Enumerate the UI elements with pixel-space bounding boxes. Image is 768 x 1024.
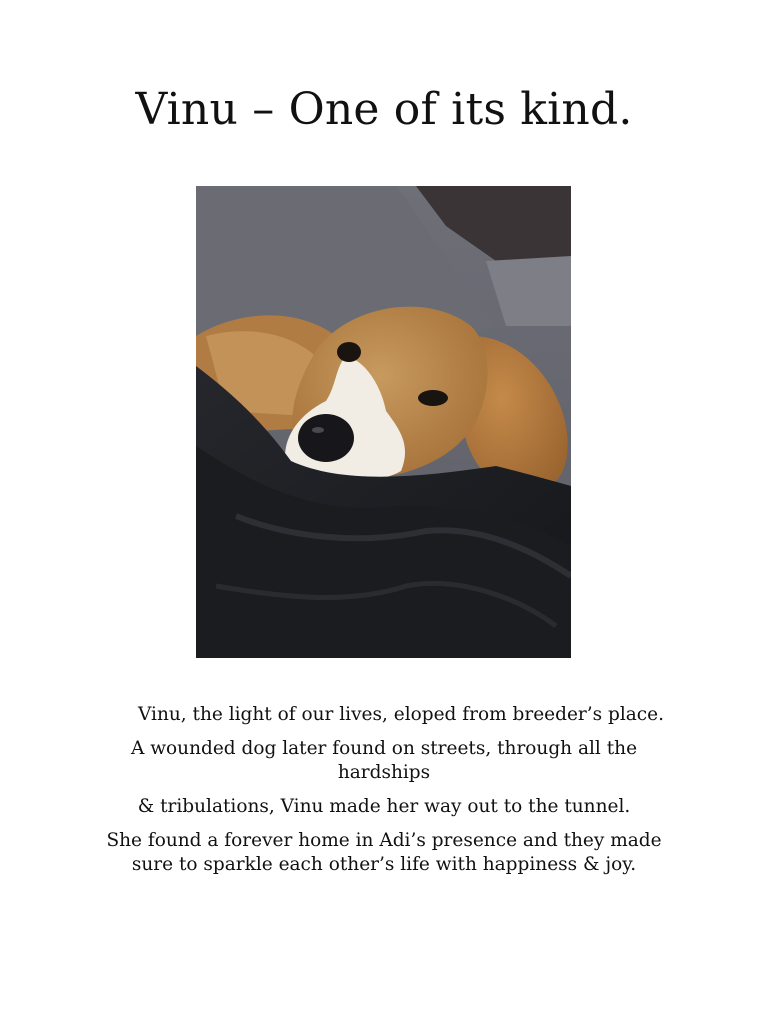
paragraph-3: & tribulations, Vinu made her way out to the tunnel.	[137, 796, 631, 817]
page-title: Vinu – One of its kind.	[135, 84, 633, 135]
paragraph-2: A wounded dog later found on streets, through all the hardships	[130, 738, 638, 783]
paragraph-1: Vinu, the light of our lives, eloped from breeder’s place.	[138, 704, 664, 725]
story-text	[92, 703, 676, 887]
paragraph-4: She found a forever home in Adi’s presence and they made sure to sparkle each other’s life with happiness & joy.	[106, 830, 662, 875]
beagle-photo	[196, 186, 571, 658]
